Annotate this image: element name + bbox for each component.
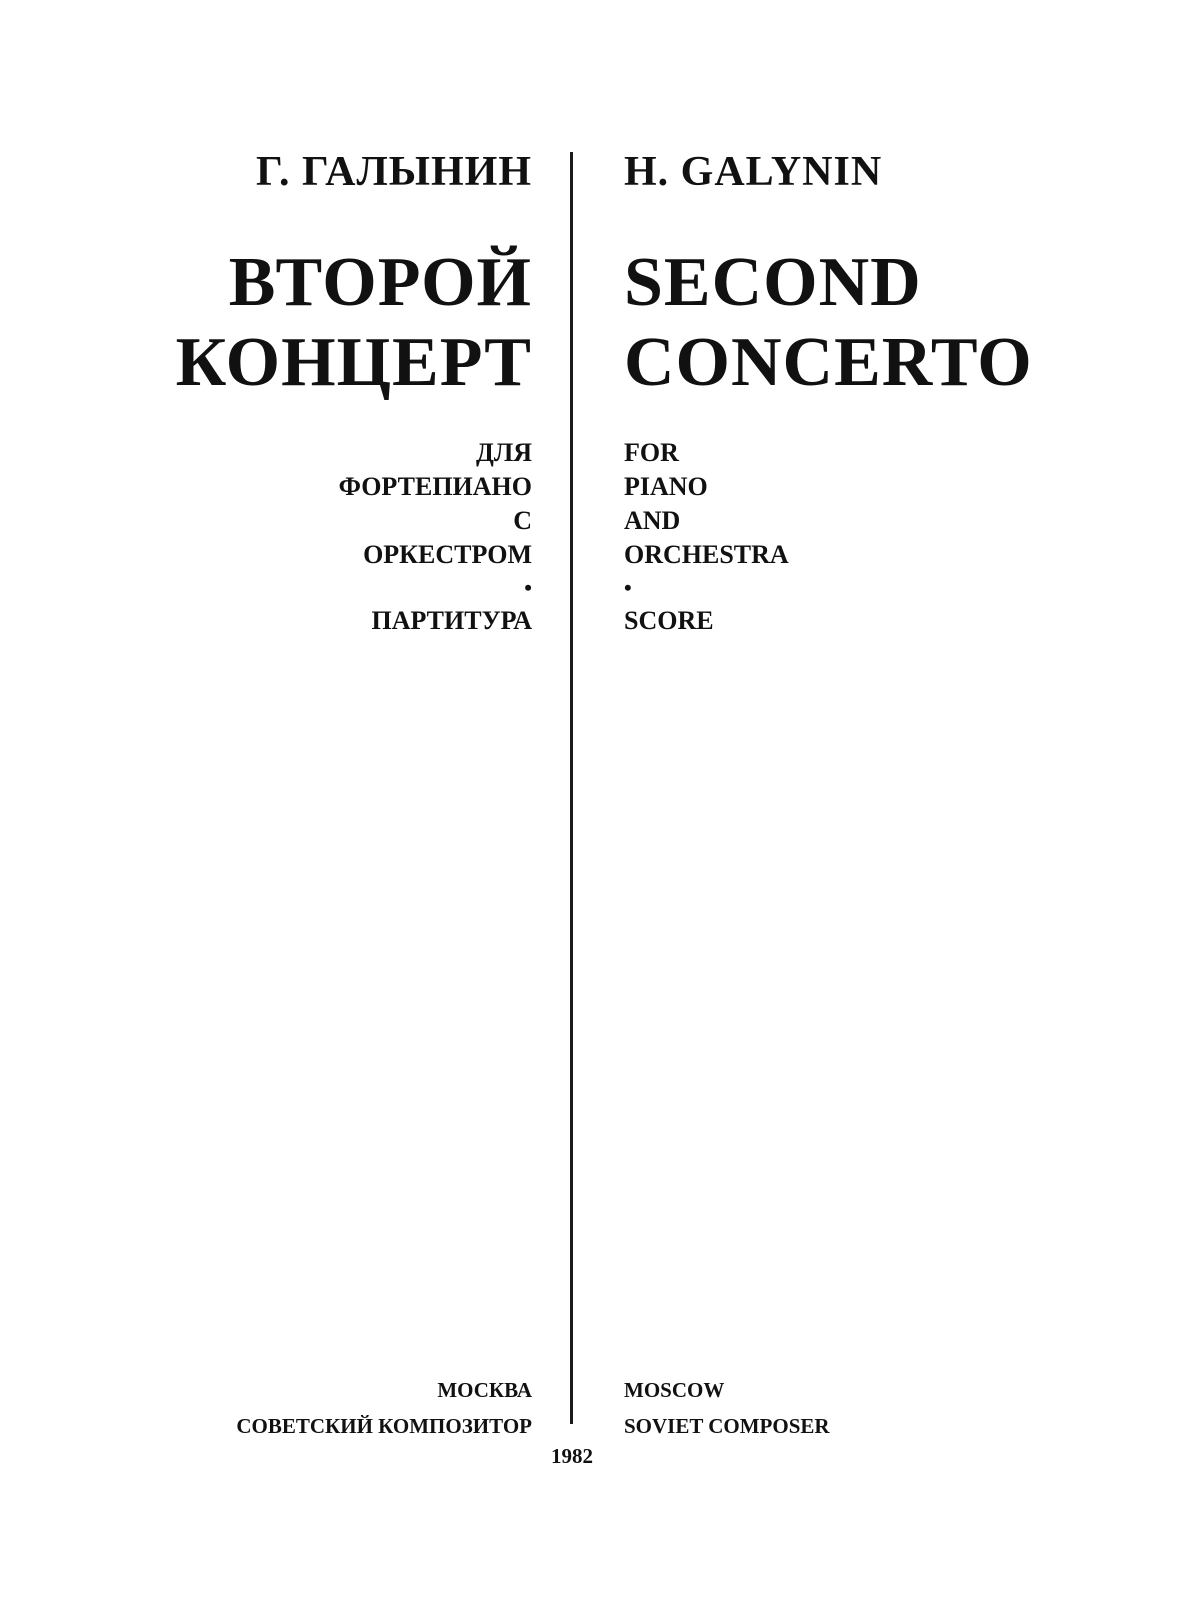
subtitle-russian-line-1: ДЛЯ: [475, 438, 532, 467]
publisher-name-english: SOVIET COMPOSER: [624, 1414, 830, 1438]
city-russian: МОСКВА: [437, 1378, 532, 1402]
publication-year: 1982: [551, 1444, 593, 1468]
author-russian: Г. ГАЛЫНИН: [255, 149, 532, 195]
title-english: [624, 243, 1033, 403]
subtitle-english-line-4: ORCHESTRA: [624, 540, 789, 569]
publisher-name-russian: СОВЕТСКИЙ КОМПОЗИТОР: [236, 1414, 532, 1438]
subtitle-english-line-1: FOR: [624, 438, 679, 467]
title-english-line-1: SECOND: [624, 244, 922, 321]
subtitle-russian-bullet: •: [524, 575, 532, 600]
title-english-line-2: CONCERTO: [624, 324, 1033, 401]
subtitle-russian-line-3: С: [513, 506, 532, 535]
subtitle-english-line-3: AND: [624, 506, 681, 535]
publisher-english: [624, 1372, 830, 1444]
subtitle-english-bullet: •: [624, 575, 632, 600]
subtitle-russian-line-4: ОРКЕСТРОМ: [363, 540, 532, 569]
subtitle-english-line-2: PIANO: [624, 472, 708, 501]
subtitle-english: [624, 436, 789, 638]
title-russian: [176, 243, 532, 403]
subtitle-english-line-6: SCORE: [624, 606, 714, 635]
author-english: H. GALYNIN: [624, 149, 883, 195]
center-divider-line: [570, 152, 573, 1424]
title-russian-line-2: КОНЦЕРТ: [175, 324, 532, 401]
city-english: MOSCOW: [624, 1378, 725, 1402]
title-russian-line-1: ВТОРОЙ: [228, 244, 532, 321]
subtitle-russian-line-2: ФОРТЕПИАНО: [338, 472, 532, 501]
publisher-russian: [236, 1372, 532, 1444]
subtitle-russian-line-6: ПАРТИТУРА: [371, 606, 532, 635]
subtitle-russian: [339, 436, 532, 638]
